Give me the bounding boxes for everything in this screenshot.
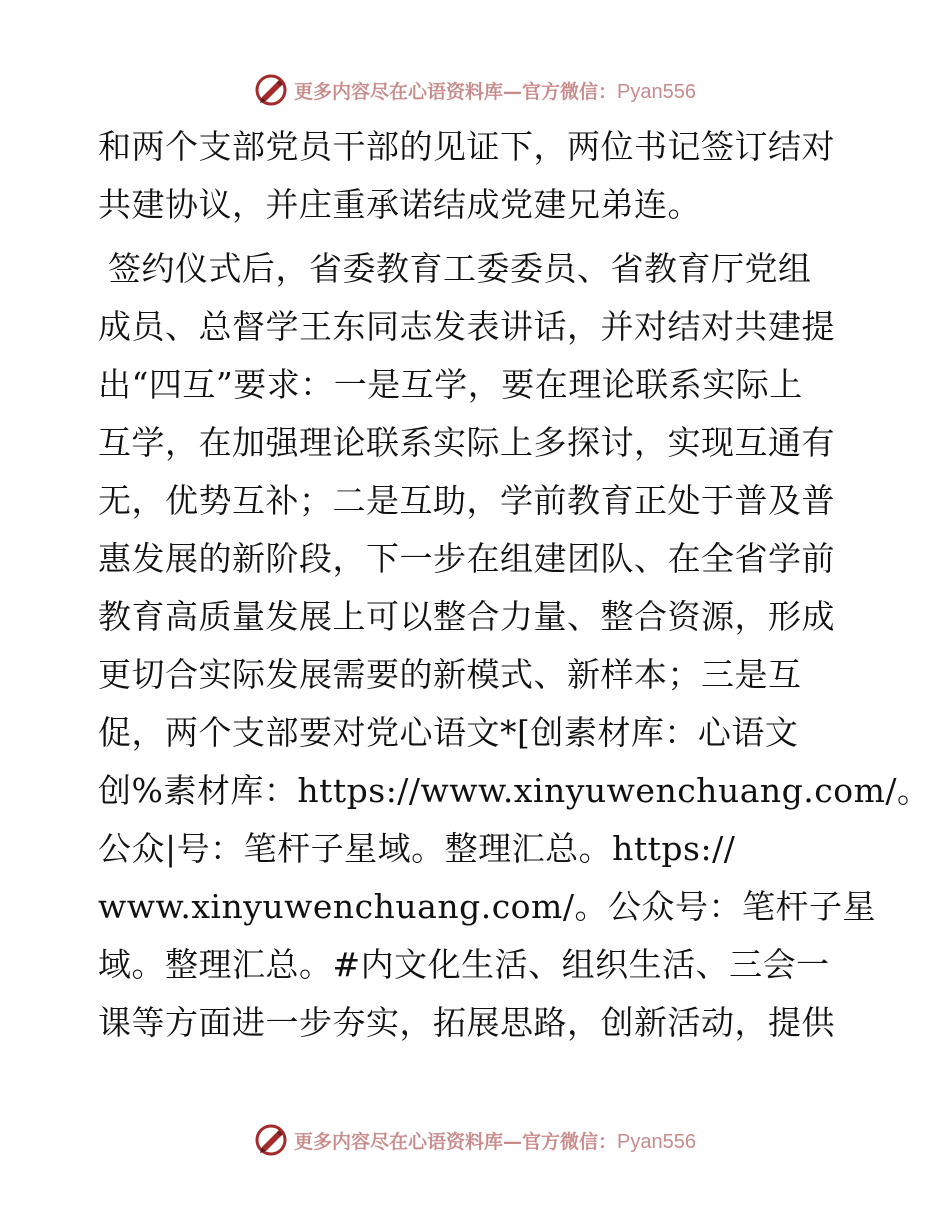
paragraph-2 xyxy=(98,240,931,1052)
text-line: 促，两个支部要对党心语文*[创素材库：心语文 xyxy=(98,713,799,752)
header-banner-text xyxy=(294,77,696,104)
text-line: 共建协议，并庄重承诺结成党建兄弟连。 xyxy=(98,185,701,224)
text-line: 课等方面进一步夯实，拓展思路，创新活动，提供 xyxy=(98,1003,835,1042)
text-line: 出“四互”要求：一是互学，要在理论联系实际上 xyxy=(98,365,803,404)
header-watermark-banner xyxy=(0,70,950,110)
pen-logo-icon xyxy=(254,1123,288,1157)
text-line: 公众|号：笔杆子星域。整理汇总。https:// xyxy=(98,829,736,868)
header-banner-label: 更多内容尽在心语资料库—官方微信： xyxy=(294,80,618,103)
text-line: 域。整理汇总。#内文化生活、组织生活、三会一 xyxy=(98,945,830,984)
text-line: www.xinyuwenchuang.com/。公众号：笔杆子星 xyxy=(98,887,876,926)
text-line: 创%素材库：https://www.xinyuwenchuang.com/。 xyxy=(98,771,931,810)
text-line: 无，优势互补；二是互助，学前教育正处于普及普 xyxy=(98,481,835,520)
footer-banner-label: 更多内容尽在心语资料库—官方微信： xyxy=(294,1130,618,1153)
footer-watermark-banner xyxy=(0,1120,950,1160)
text-line: 教育高质量发展上可以整合力量、整合资源，形成 xyxy=(98,597,835,636)
text-line: 互学，在加强理论联系实际上多探讨，实现互通有 xyxy=(98,423,835,462)
body-text xyxy=(98,118,931,1052)
text-line: 签约仪式后，省委教育工委委员、省教育厅党组 xyxy=(108,249,812,288)
text-line: 成员、总督学王东同志发表讲话，并对结对共建提 xyxy=(98,307,835,346)
footer-banner-text xyxy=(294,1127,696,1154)
paragraph-1 xyxy=(98,118,858,234)
text-line: 更切合实际发展需要的新模式、新样本；三是互 xyxy=(98,655,802,694)
footer-banner-wechat-id: Pyan556 xyxy=(617,1130,696,1153)
text-line: 和两个支部党员干部的见证下，两位书记签订结对 xyxy=(98,127,835,166)
header-banner-wechat-id: Pyan556 xyxy=(617,80,696,103)
pen-logo-icon xyxy=(254,73,288,107)
text-line: 惠发展的新阶段，下一步在组建团队、在全省学前 xyxy=(98,539,835,578)
